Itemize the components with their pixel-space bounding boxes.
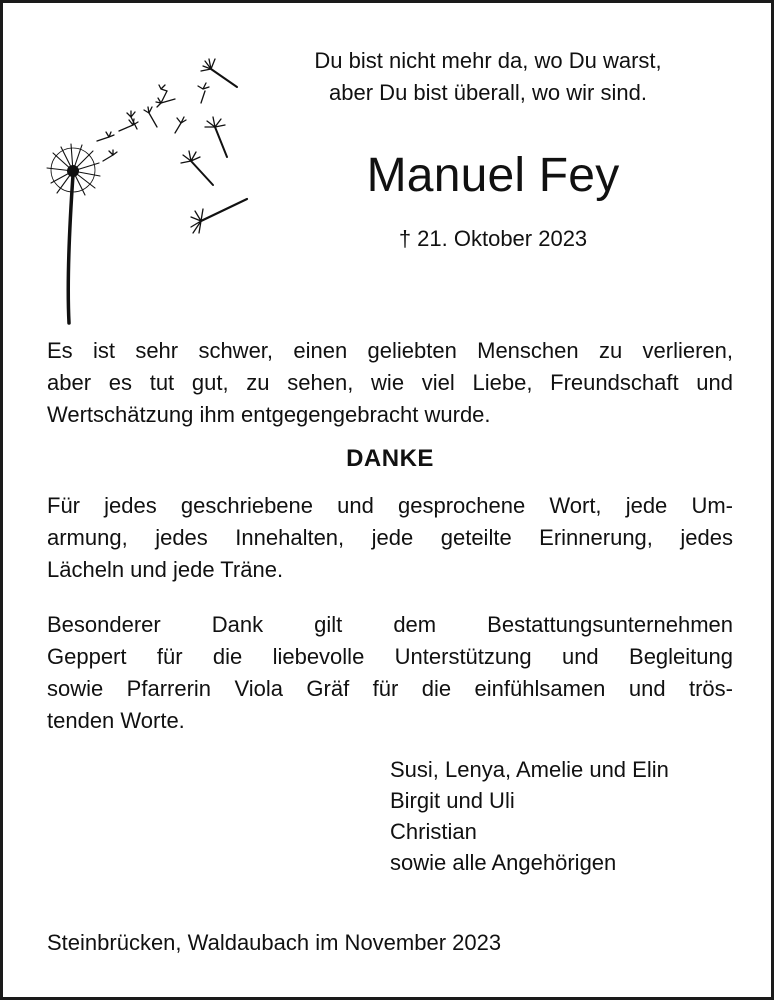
signers-list	[390, 754, 730, 878]
quote-line: aber Du bist überall, wo wir sind.	[329, 80, 647, 105]
thanks-heading: DANKE	[346, 445, 434, 472]
paragraph-line: armung, jedes Innehalten, jede geteilte Erinnerung, jedes	[47, 525, 733, 550]
signer-line: Birgit und Uli	[390, 788, 515, 813]
paragraph-line: Es ist sehr schwer, einen geliebten Menschen zu verlieren,	[47, 338, 733, 363]
paragraph-line: tenden Worte.	[47, 708, 185, 733]
place-and-date: Steinbrücken, Waldaubach im November 2023	[47, 930, 502, 955]
paragraph-line: sowie Pfarrerin Viola Gräf für die einfühlsamen und trös-	[47, 676, 733, 701]
paragraph-line: Besonderer Dank gilt dem Bestattungsunternehmen	[47, 612, 733, 637]
quote-line: Du bist nicht mehr da, wo Du warst,	[314, 48, 662, 73]
signer-line: Christian	[390, 819, 477, 844]
intro-paragraph	[47, 335, 733, 431]
signer-line: sowie alle Angehörigen	[390, 850, 617, 875]
thanks-paragraph	[47, 490, 733, 586]
paragraph-line: Geppert für die liebevolle Unterstützung und Begleitung	[47, 644, 733, 669]
deceased-name: Manuel Fey	[366, 149, 620, 202]
memorial-quote	[273, 45, 703, 109]
signer-line: Susi, Lenya, Amelie und Elin	[390, 757, 669, 782]
paragraph-line: Für jedes geschriebene und gesprochene Wort, jede Um-	[47, 493, 733, 518]
dandelion-icon	[33, 43, 263, 328]
paragraph-line: aber es tut gut, zu sehen, wie viel Liebe, Freundschaft und	[47, 370, 733, 395]
special-thanks-paragraph	[47, 609, 733, 737]
death-date: † 21. Oktober 2023	[398, 226, 588, 251]
paragraph-line: Lächeln und jede Träne.	[47, 557, 284, 582]
paragraph-line: Wertschätzung ihm entgegengebracht wurde.	[47, 402, 491, 427]
